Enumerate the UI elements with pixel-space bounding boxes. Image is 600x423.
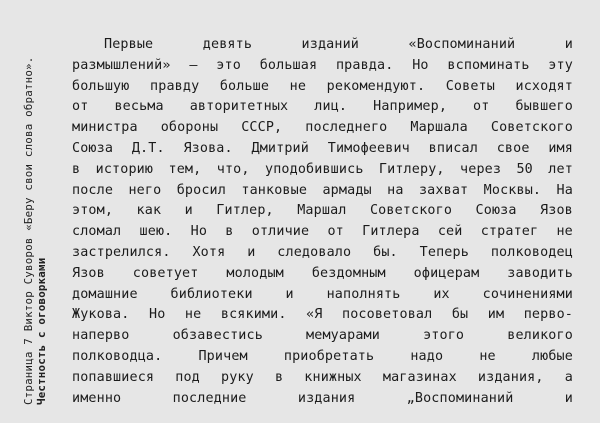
word: „Воспоминаний (406, 390, 514, 406)
word: именно (72, 390, 122, 406)
word: попавшиеся (72, 369, 155, 385)
word: в (225, 224, 234, 240)
word: вспоминать (447, 57, 530, 73)
word: от (473, 99, 490, 115)
word: этого (423, 328, 465, 344)
word: обороны (160, 120, 219, 136)
word: Теперь (419, 244, 469, 260)
word: на (387, 182, 404, 198)
word: Гитлер, (216, 203, 274, 219)
word: полководца. (72, 348, 163, 364)
word: Жукова. (72, 307, 130, 323)
word: бы (451, 307, 469, 323)
text-line (72, 56, 573, 77)
text-line (72, 97, 573, 118)
word: Гитлера (362, 224, 420, 240)
word: «Я (306, 307, 323, 323)
word: тем, (168, 161, 202, 177)
word: Советского (490, 120, 573, 136)
word: него (128, 182, 162, 198)
word: Первые (104, 37, 154, 52)
word: через (460, 161, 502, 177)
text-line (72, 222, 573, 243)
word: эту (548, 57, 573, 73)
word: шею. (139, 224, 173, 240)
word: посоветовал (342, 307, 433, 323)
text-line (72, 118, 573, 139)
text-line (72, 285, 573, 306)
word: Хотя (192, 244, 226, 260)
word: любые (531, 348, 573, 364)
text-line (72, 389, 573, 410)
body-paragraph (72, 35, 573, 409)
word: офицерам (413, 265, 480, 281)
text-line (72, 160, 573, 181)
word: Советского (369, 203, 453, 219)
word: издания, (477, 369, 544, 385)
word: обзавестись (172, 328, 263, 344)
word: стратег (480, 224, 539, 240)
word: этом, (72, 203, 114, 219)
word: Москвы. (483, 182, 542, 198)
word: бывшего (515, 99, 573, 115)
word: правда. (335, 57, 394, 73)
word: как (136, 203, 162, 219)
word: Язов (540, 203, 573, 219)
word: всякими. (220, 307, 287, 323)
running-header (6, 0, 56, 423)
text-line (72, 326, 573, 347)
word: под (175, 369, 200, 385)
word: магазинах (382, 369, 457, 385)
word: издания (297, 390, 356, 406)
word: не (479, 348, 496, 364)
word: Причем (198, 348, 248, 364)
word: размышлений» (72, 57, 171, 73)
word: сей (437, 224, 463, 240)
word: после (72, 182, 114, 198)
word: большая (259, 57, 318, 73)
word: Например, (373, 99, 448, 115)
word: лиц. (314, 99, 348, 115)
word: и (564, 37, 573, 52)
word: 50 (516, 161, 533, 177)
word: надо (410, 348, 444, 364)
text-line (72, 347, 573, 368)
word: сочинениями (482, 286, 573, 302)
word: СССР, (241, 120, 283, 136)
word: бы. (373, 244, 398, 260)
word: имя (548, 140, 573, 156)
word: великого (507, 328, 573, 344)
word: Язов (72, 265, 105, 281)
word: Маршала (410, 120, 468, 136)
word: девять (202, 37, 253, 52)
word: изданий (301, 37, 360, 52)
word: сломал (72, 224, 122, 240)
word: Дмитрий (251, 140, 309, 156)
word: Союза (475, 203, 517, 219)
word: мемуарами (306, 328, 380, 344)
word: в (72, 161, 81, 177)
word: Союза (72, 140, 114, 156)
word: перво- (523, 307, 573, 323)
word: библиотеки (170, 286, 253, 302)
word: На (556, 182, 573, 198)
word: уподобившись (264, 161, 364, 177)
text-line (72, 35, 573, 56)
word: следовало (277, 244, 352, 260)
word: историю (95, 161, 154, 177)
word: их (433, 286, 450, 302)
word: последнего (305, 120, 388, 136)
word: не (289, 78, 307, 94)
word: Но (412, 57, 429, 73)
word: советует (132, 265, 199, 281)
word: Но (190, 224, 208, 240)
word: авторитетных (189, 99, 289, 115)
text-line (72, 181, 573, 202)
word: застрелился. (72, 244, 171, 260)
word: танковые (241, 182, 308, 198)
word: армады (322, 182, 372, 198)
word: и (564, 390, 573, 406)
word: это (216, 57, 241, 73)
word: наполнять (326, 286, 401, 302)
text-line (72, 368, 573, 389)
header-title-line: Страница 7 Виктор Суворов «Беру свои слова обратно». (22, 56, 35, 405)
word: заводить (507, 265, 573, 281)
word: в (274, 369, 284, 385)
word: и (247, 244, 256, 260)
word: «Воспоминаний (408, 37, 516, 52)
word: Тимофеевич (327, 140, 410, 156)
word: молодым (226, 265, 284, 281)
word: а (564, 369, 573, 385)
word: бездомным (311, 265, 386, 281)
word: от (72, 99, 89, 115)
header-subtitle-line: Честность с оговорками (35, 257, 48, 405)
word: — (189, 57, 198, 73)
word: не (556, 224, 573, 240)
text-line (72, 139, 573, 160)
word: Советы (445, 78, 495, 94)
word: и (285, 286, 294, 302)
word: что, (216, 161, 250, 177)
word: руку (220, 369, 254, 385)
running-header-text (22, 10, 48, 405)
word: последние (172, 390, 247, 406)
text-line (72, 243, 573, 264)
text-line (72, 305, 573, 326)
word: вписал (428, 140, 478, 156)
word: весьма (114, 99, 164, 115)
word: домашние (72, 286, 138, 302)
word: наперво (72, 328, 130, 344)
word: и (184, 203, 193, 219)
word: Но (148, 307, 166, 323)
word: не (184, 307, 202, 323)
word: Гитлеру, (378, 161, 445, 177)
text-line (72, 201, 573, 222)
word: министра (72, 120, 138, 136)
word: лет (548, 161, 573, 177)
text-line (72, 264, 573, 285)
word: отличие (251, 224, 310, 240)
word: большую (72, 78, 130, 94)
word: полководец (490, 244, 573, 260)
word: им (487, 307, 505, 323)
word: захват (418, 182, 469, 198)
word: правду (150, 78, 200, 94)
word: Маршал (297, 203, 347, 219)
word: от (327, 224, 344, 240)
word: исходят (515, 78, 573, 94)
text-line (72, 77, 573, 98)
word: свое (496, 140, 530, 156)
word: книжных (304, 369, 362, 385)
word: приобретать (283, 348, 375, 364)
word: больше (219, 78, 270, 94)
word: рекомендуют. (326, 78, 426, 94)
word: бросил (176, 182, 226, 198)
word: Д.Т. (131, 140, 165, 156)
word: Язова. (183, 140, 233, 156)
